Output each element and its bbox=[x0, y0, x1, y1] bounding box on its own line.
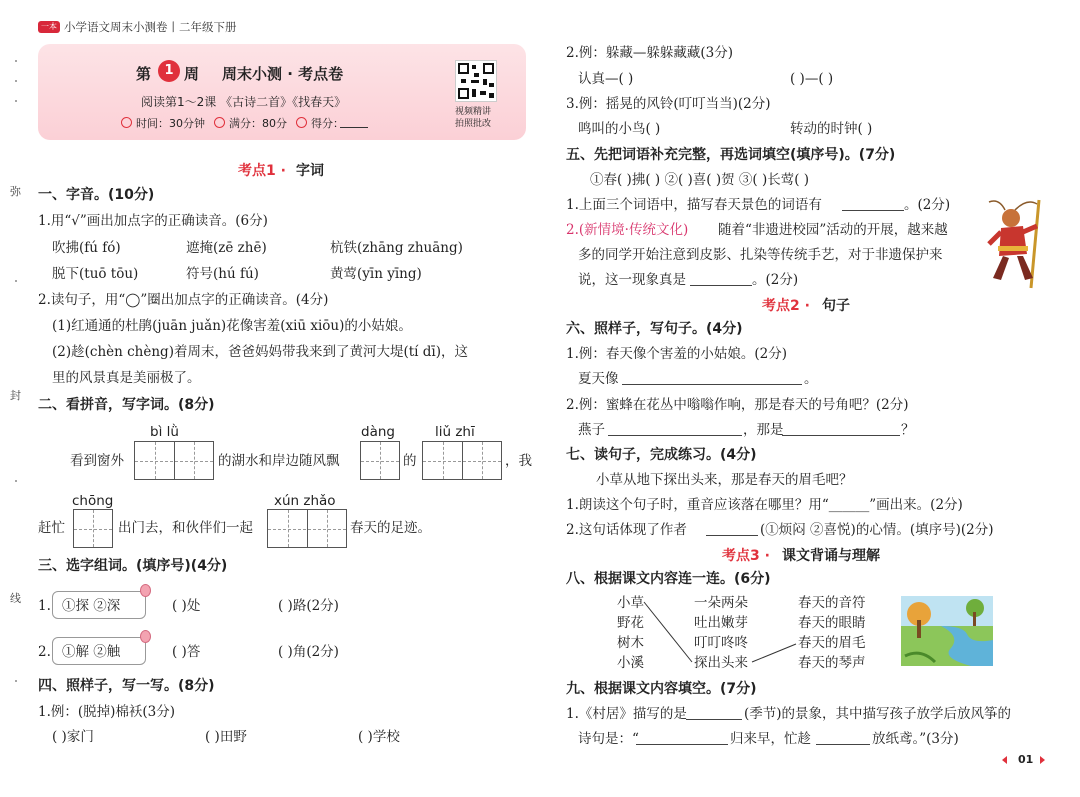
s5-words[interactable]: ①春( )拂( ) ②( )喜( )贺 ③( )长莺( ) bbox=[590, 172, 810, 188]
r3-blank[interactable]: 转动的时钟( ) bbox=[790, 121, 873, 137]
match-col2-item[interactable]: 探出头来 bbox=[694, 655, 748, 671]
margin-char-1: 弥 bbox=[10, 185, 21, 198]
section-8-title: 八、根据课文内容连一连。(6分) bbox=[566, 571, 771, 587]
s5-q2-blank[interactable] bbox=[690, 272, 752, 286]
week-prefix: 第 bbox=[136, 65, 152, 83]
s5-q2-end: 。(2分) bbox=[752, 272, 799, 288]
writing-grid[interactable] bbox=[73, 509, 113, 548]
s3-options: ①解 ②触 bbox=[62, 644, 121, 660]
s9-poem-blank-a[interactable] bbox=[636, 731, 728, 745]
margin-dot bbox=[15, 60, 17, 62]
s9-line1-start: 1.《村居》描写的是 bbox=[566, 706, 687, 722]
s9-line2-mid: 归来早，忙趁 bbox=[730, 731, 811, 747]
full-score: 满分：80分 bbox=[229, 117, 287, 130]
s5-q2-text: 说，这一现象真是 bbox=[578, 272, 686, 288]
s9-line2-end: 放纸鸢。”(3分) bbox=[872, 731, 959, 747]
river-landscape-illustration bbox=[901, 596, 993, 666]
pinyin-label: chōng bbox=[72, 493, 114, 509]
s6-example-1: 1.例：春天像个害羞的小姑娘。(2分) bbox=[566, 346, 788, 362]
q1-prompt: 1.用“√”画出加点字的正确读音。(6分) bbox=[38, 213, 268, 229]
section-5-title: 五、先把词语补充完整，再选词填空(填序号)。(7分) bbox=[566, 147, 896, 163]
pinyin-sentence: 出门去，和伙伴们一起 bbox=[118, 520, 253, 536]
s3-blank[interactable]: ( )答 bbox=[172, 644, 201, 660]
s3-item-number: 2. bbox=[38, 644, 51, 660]
s3-blank[interactable]: ( )角(2分) bbox=[278, 644, 339, 660]
kaodian-1-name: 字词 bbox=[296, 163, 324, 179]
match-col3-item[interactable]: 春天的眼睛 bbox=[798, 615, 866, 631]
s6-example-2: 2.例：蜜蜂在花丛中嗡嗡作响，那是春天的号角吧？(2分) bbox=[566, 397, 909, 413]
margin-dot bbox=[15, 100, 17, 102]
q2-line: 里的风景真是美丽极了。 bbox=[52, 370, 201, 386]
book-title: 小学语文周末小测卷丨二年级下册 bbox=[64, 20, 237, 34]
margin-char-2: 封 bbox=[10, 389, 21, 402]
s9-line1-end: (季节)的景象，其中描写孩子放学后放风筝的 bbox=[744, 706, 1012, 722]
q1-item[interactable]: 符号(hú fú) bbox=[186, 266, 259, 282]
writing-grid[interactable] bbox=[360, 441, 400, 480]
s4-blank[interactable]: ( )田野 bbox=[205, 729, 247, 745]
margin-dot bbox=[15, 280, 17, 282]
user-icon bbox=[214, 117, 225, 128]
writing-grid[interactable] bbox=[267, 509, 347, 548]
section-6-title: 六、照样子，写句子。(4分) bbox=[566, 321, 743, 337]
match-col3-item[interactable]: 春天的眉毛 bbox=[798, 635, 866, 651]
qr-label-photo: 拍照批改 bbox=[455, 119, 492, 129]
match-col3-item[interactable]: 春天的音符 bbox=[798, 595, 866, 611]
section-2-title: 二、看拼音，写字词。(8分) bbox=[38, 397, 215, 413]
page-subtitle: 阅读第1～2课 《古诗二首》《找春天》 bbox=[141, 95, 347, 109]
s6-answer-1-start: 夏天像 bbox=[578, 371, 619, 387]
time-limit: 时间：30分钟 bbox=[136, 117, 205, 130]
match-col3-item[interactable]: 春天的琴声 bbox=[798, 655, 866, 671]
q1-item[interactable]: 脱下(tuō tōu) bbox=[52, 266, 139, 282]
pinyin-sentence: 的湖水和岸边随风飘 bbox=[218, 453, 340, 469]
q2-line[interactable]: (1)红通通的杜鹃(juān juǎn)花像害羞(xiū xiōu)的小姑娘。 bbox=[52, 318, 412, 334]
score-blank[interactable] bbox=[340, 127, 368, 128]
pinyin-sentence: 看到窗外 bbox=[70, 453, 124, 469]
s5-q1-end: 。(2分) bbox=[904, 197, 951, 213]
qr-code[interactable] bbox=[455, 60, 497, 102]
writing-grid[interactable] bbox=[134, 441, 214, 480]
q1-item[interactable]: 吹拂(fú fó) bbox=[52, 240, 121, 256]
s5-q2-text: 多的同学开始注意到皮影、扎染等传统手艺，对于非遗保护来 bbox=[578, 247, 943, 263]
s7-q2-blank[interactable] bbox=[706, 522, 758, 536]
kaodian-2-name: 句子 bbox=[822, 298, 850, 314]
monkey-king-illustration bbox=[981, 196, 1051, 291]
margin-dot bbox=[15, 680, 17, 682]
q1-item[interactable]: 杭铁(zhāng zhuāng) bbox=[330, 240, 463, 256]
score-label: 得分： bbox=[311, 117, 344, 130]
match-col1-item[interactable]: 树木 bbox=[617, 635, 644, 651]
match-col1-item[interactable]: 野花 bbox=[617, 615, 644, 631]
kaodian-2-label: 考点2 · bbox=[762, 298, 810, 314]
qr-label-video: 视频精讲 bbox=[455, 107, 492, 117]
r2-blank[interactable]: 认真—( ) bbox=[578, 71, 634, 87]
margin-dot bbox=[15, 80, 17, 82]
s9-line2-start: 诗句是：“ bbox=[578, 731, 639, 747]
q2-line[interactable]: (2)趁(chèn chèng)着周末，爸爸妈妈带我来到了黄河大堤(tí dī)，这 bbox=[52, 344, 468, 360]
r2-example: 2.例：躲藏—躲躲藏藏(3分) bbox=[566, 45, 734, 61]
s7-sentence[interactable]: 小草从地下探出头来，那是春天的眉毛吧？ bbox=[596, 472, 853, 488]
pinyin-sentence: 的 bbox=[403, 453, 417, 469]
s9-poem-blank-b[interactable] bbox=[816, 731, 870, 745]
s5-q1: 1.上面三个词语中，描写春天景色的词语有 bbox=[566, 197, 822, 213]
q1-item[interactable]: 黄莺(yīn yīng) bbox=[330, 266, 422, 282]
prev-page-icon[interactable] bbox=[1002, 756, 1007, 764]
s3-item-number: 1. bbox=[38, 598, 51, 614]
week-number-badge: 1 bbox=[158, 60, 180, 82]
match-col2-item[interactable]: 叮叮咚咚 bbox=[694, 635, 748, 651]
s7-q2-end: (①烦闷 ②喜悦)的心情。(填序号)(2分) bbox=[760, 522, 994, 538]
kaodian-1-label: 考点1 · bbox=[238, 163, 286, 179]
pinyin-sentence: 赶忙 bbox=[38, 520, 65, 536]
s6-answer-2-start: 燕子 bbox=[578, 422, 605, 438]
match-col1-item[interactable]: 小草 bbox=[617, 595, 644, 611]
pinyin-label: dàng bbox=[361, 424, 395, 440]
page-number: 01 bbox=[1018, 753, 1034, 766]
s6-answer-1-end: 。 bbox=[804, 371, 818, 387]
week-suffix: 周 bbox=[184, 65, 200, 83]
margin-char-3: 线 bbox=[10, 592, 21, 605]
writing-grid[interactable] bbox=[422, 441, 502, 480]
s5-q2-text: 随着“非遗进校园”活动的开展，越来越 bbox=[718, 222, 948, 238]
s3-options: ①探 ②深 bbox=[62, 598, 121, 614]
pinyin-sentence: 春天的足迹。 bbox=[350, 520, 431, 536]
pinyin-label: liǔ zhī bbox=[435, 424, 475, 440]
s4-blank[interactable]: ( )学校 bbox=[358, 729, 400, 745]
pinyin-label: xún zhǎo bbox=[274, 493, 336, 509]
r3-example: 3.例：摇晃的风铃(叮叮当当)(2分) bbox=[566, 96, 771, 112]
s4-blank[interactable]: ( )家门 bbox=[52, 729, 94, 745]
target-icon bbox=[296, 117, 307, 128]
match-example-lines bbox=[640, 596, 800, 666]
clock-icon bbox=[121, 117, 132, 128]
s6-answer-2-mid: ，那是 bbox=[743, 422, 784, 438]
s9-season-blank[interactable] bbox=[686, 706, 742, 720]
next-page-icon[interactable] bbox=[1040, 756, 1045, 764]
s6-answer-2-blank-b[interactable] bbox=[782, 422, 900, 436]
margin-dot bbox=[15, 480, 17, 482]
balloon-icon bbox=[140, 630, 151, 643]
r2-blank[interactable]: ( )—( ) bbox=[790, 71, 834, 87]
s5-q1-blank[interactable] bbox=[842, 197, 904, 211]
s7-q2-start: 2.这句话体现了作者 bbox=[566, 522, 687, 538]
section-4-title: 四、照样子，写一写。(8分) bbox=[38, 678, 215, 694]
section-7-title: 七、读句子，完成练习。(4分) bbox=[566, 447, 757, 463]
balloon-icon bbox=[140, 584, 151, 597]
section-3-title: 三、选字组词。(填序号)(4分) bbox=[38, 558, 228, 574]
s4-example: 1.例：(脱掉)棉袄(3分) bbox=[38, 704, 176, 720]
section-9-title: 九、根据课文内容填空。(7分) bbox=[566, 681, 757, 697]
s6-answer-2-end: ？ bbox=[901, 422, 915, 438]
s3-blank[interactable]: ( )处 bbox=[172, 598, 201, 614]
kaodian-3-name: 课文背诵与理解 bbox=[782, 548, 880, 564]
pinyin-sentence: ，我 bbox=[505, 453, 532, 469]
page-title: 周末小测 · 考点卷 bbox=[222, 65, 344, 83]
r3-blank[interactable]: 鸣叫的小鸟( ) bbox=[578, 121, 661, 137]
section-1-title: 一、字音。(10分) bbox=[38, 187, 155, 203]
s5-q2-tag: 2.(新情境·传统文化) bbox=[566, 222, 689, 238]
s7-q1: 1.朗读这个句子时，重音应该落在哪里？用“______”画出来。(2分) bbox=[566, 497, 963, 513]
kaodian-3-label: 考点3 · bbox=[722, 548, 770, 564]
s6-answer-1-blank[interactable] bbox=[622, 371, 802, 385]
match-col2-item[interactable]: 一朵两朵 bbox=[694, 595, 748, 611]
q2-prompt: 2.读句子，用“◯”圈出加点字的正确读音。(4分) bbox=[38, 292, 329, 308]
brand-logo: 一本 bbox=[38, 21, 60, 33]
q1-item[interactable]: 遮掩(zē zhē) bbox=[186, 240, 267, 256]
s6-answer-2-blank-a[interactable] bbox=[608, 422, 742, 436]
match-col1-item[interactable]: 小溪 bbox=[617, 655, 644, 671]
s3-blank[interactable]: ( )路(2分) bbox=[278, 598, 339, 614]
pinyin-label: bì lǜ bbox=[150, 424, 179, 440]
match-col2-item[interactable]: 吐出嫩芽 bbox=[694, 615, 748, 631]
